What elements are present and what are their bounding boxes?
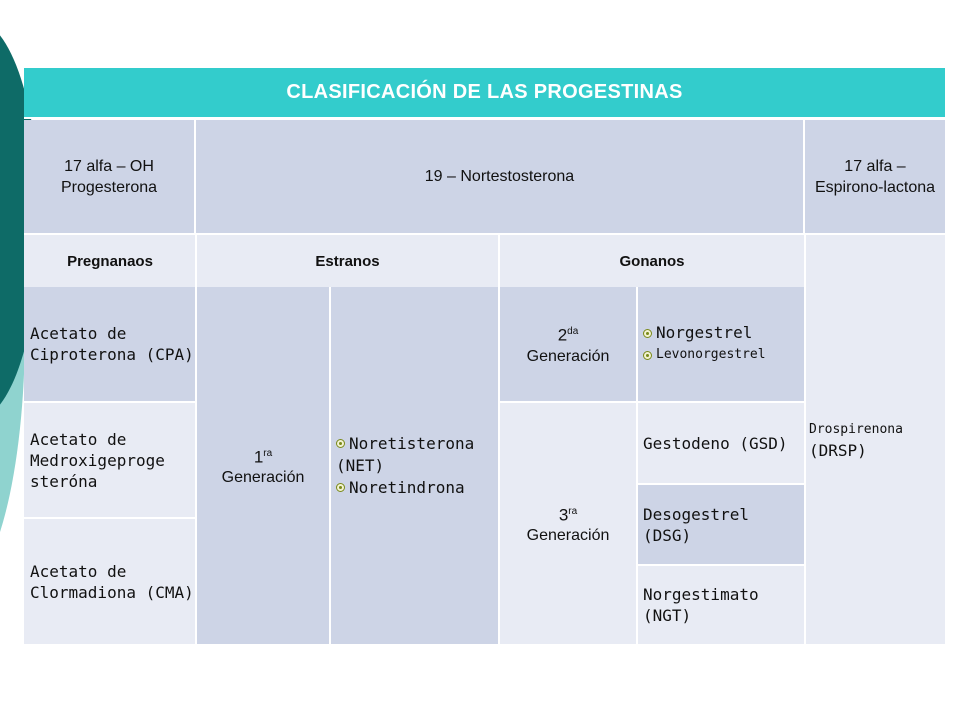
gonano-norgestimato: Norgestimato (NGT) [637,566,805,644]
list-item [336,477,465,499]
gonano-desogestrel: Desogestrel (DSG) [637,485,805,564]
gonanos-gen2-items [637,287,805,401]
bullet-icon [336,439,345,448]
gen3-number: 3 [558,505,569,525]
gen2-suffix: da [567,326,579,338]
gen1-suffix: ra [263,447,273,459]
header-19-nortestosterona: 19 – Nortestosterona [196,120,805,233]
bullet-icon [643,351,652,360]
gen2-number: 2 [557,325,568,345]
list-item [336,455,384,477]
gen1-number: 1 [253,447,264,467]
estrano-noretindrona: Noretindrona [349,477,465,497]
estranos-items [330,287,499,644]
pregnano-medroxiprogesterona: Acetato de Medroxigeproge steróna [24,403,196,517]
gen1-label: Generación [221,469,305,487]
gonanos-generation-2 [499,287,637,401]
espironolactona-drospirenona [805,235,945,644]
list-item [643,322,752,344]
subheader-pregnanaos: Pregnanaos [24,235,196,287]
drospirenona-name: Drospirenona [809,421,903,437]
estrano-noretisterona-line1: Noretisterona [349,433,475,453]
estrano-noretisterona-line2: (NET) [336,455,385,475]
list-item [643,344,766,366]
subheader-estranos: Estranos [196,235,499,287]
gonanos-generation-3 [499,403,637,644]
table-title: CLASIFICACIÓN DE LAS PROGESTINAS [24,68,945,117]
header-17-alfa-espironolactona: 17 alfa – Espirono-lactona [805,120,945,233]
pregnano-cma: Acetato de Clormadiona (CMA) [24,519,196,644]
progestin-classification-table [24,68,945,644]
bullet-icon [336,483,345,492]
gen2-label: Generación [526,347,610,365]
pregnano-cpa: Acetato de Ciproterona (CPA) [24,287,196,401]
gen3-label: Generación [526,527,610,545]
header-17-alfa-oh-progesterona: 17 alfa – OH Progesterona [24,120,196,233]
gen3-suffix: ra [568,505,578,517]
subheader-gonanos: Gonanos [499,235,805,287]
drospirenona-abbr: (DRSP) [809,440,867,460]
estranos-generation-1 [196,287,330,644]
list-item [336,433,474,455]
gonano-levonorgestrel: Levonorgestrel [656,347,766,362]
bullet-icon [643,329,652,338]
gonano-norgestrel: Norgestrel [656,323,753,342]
gonano-gestodeno: Gestodeno (GSD) [637,403,805,483]
